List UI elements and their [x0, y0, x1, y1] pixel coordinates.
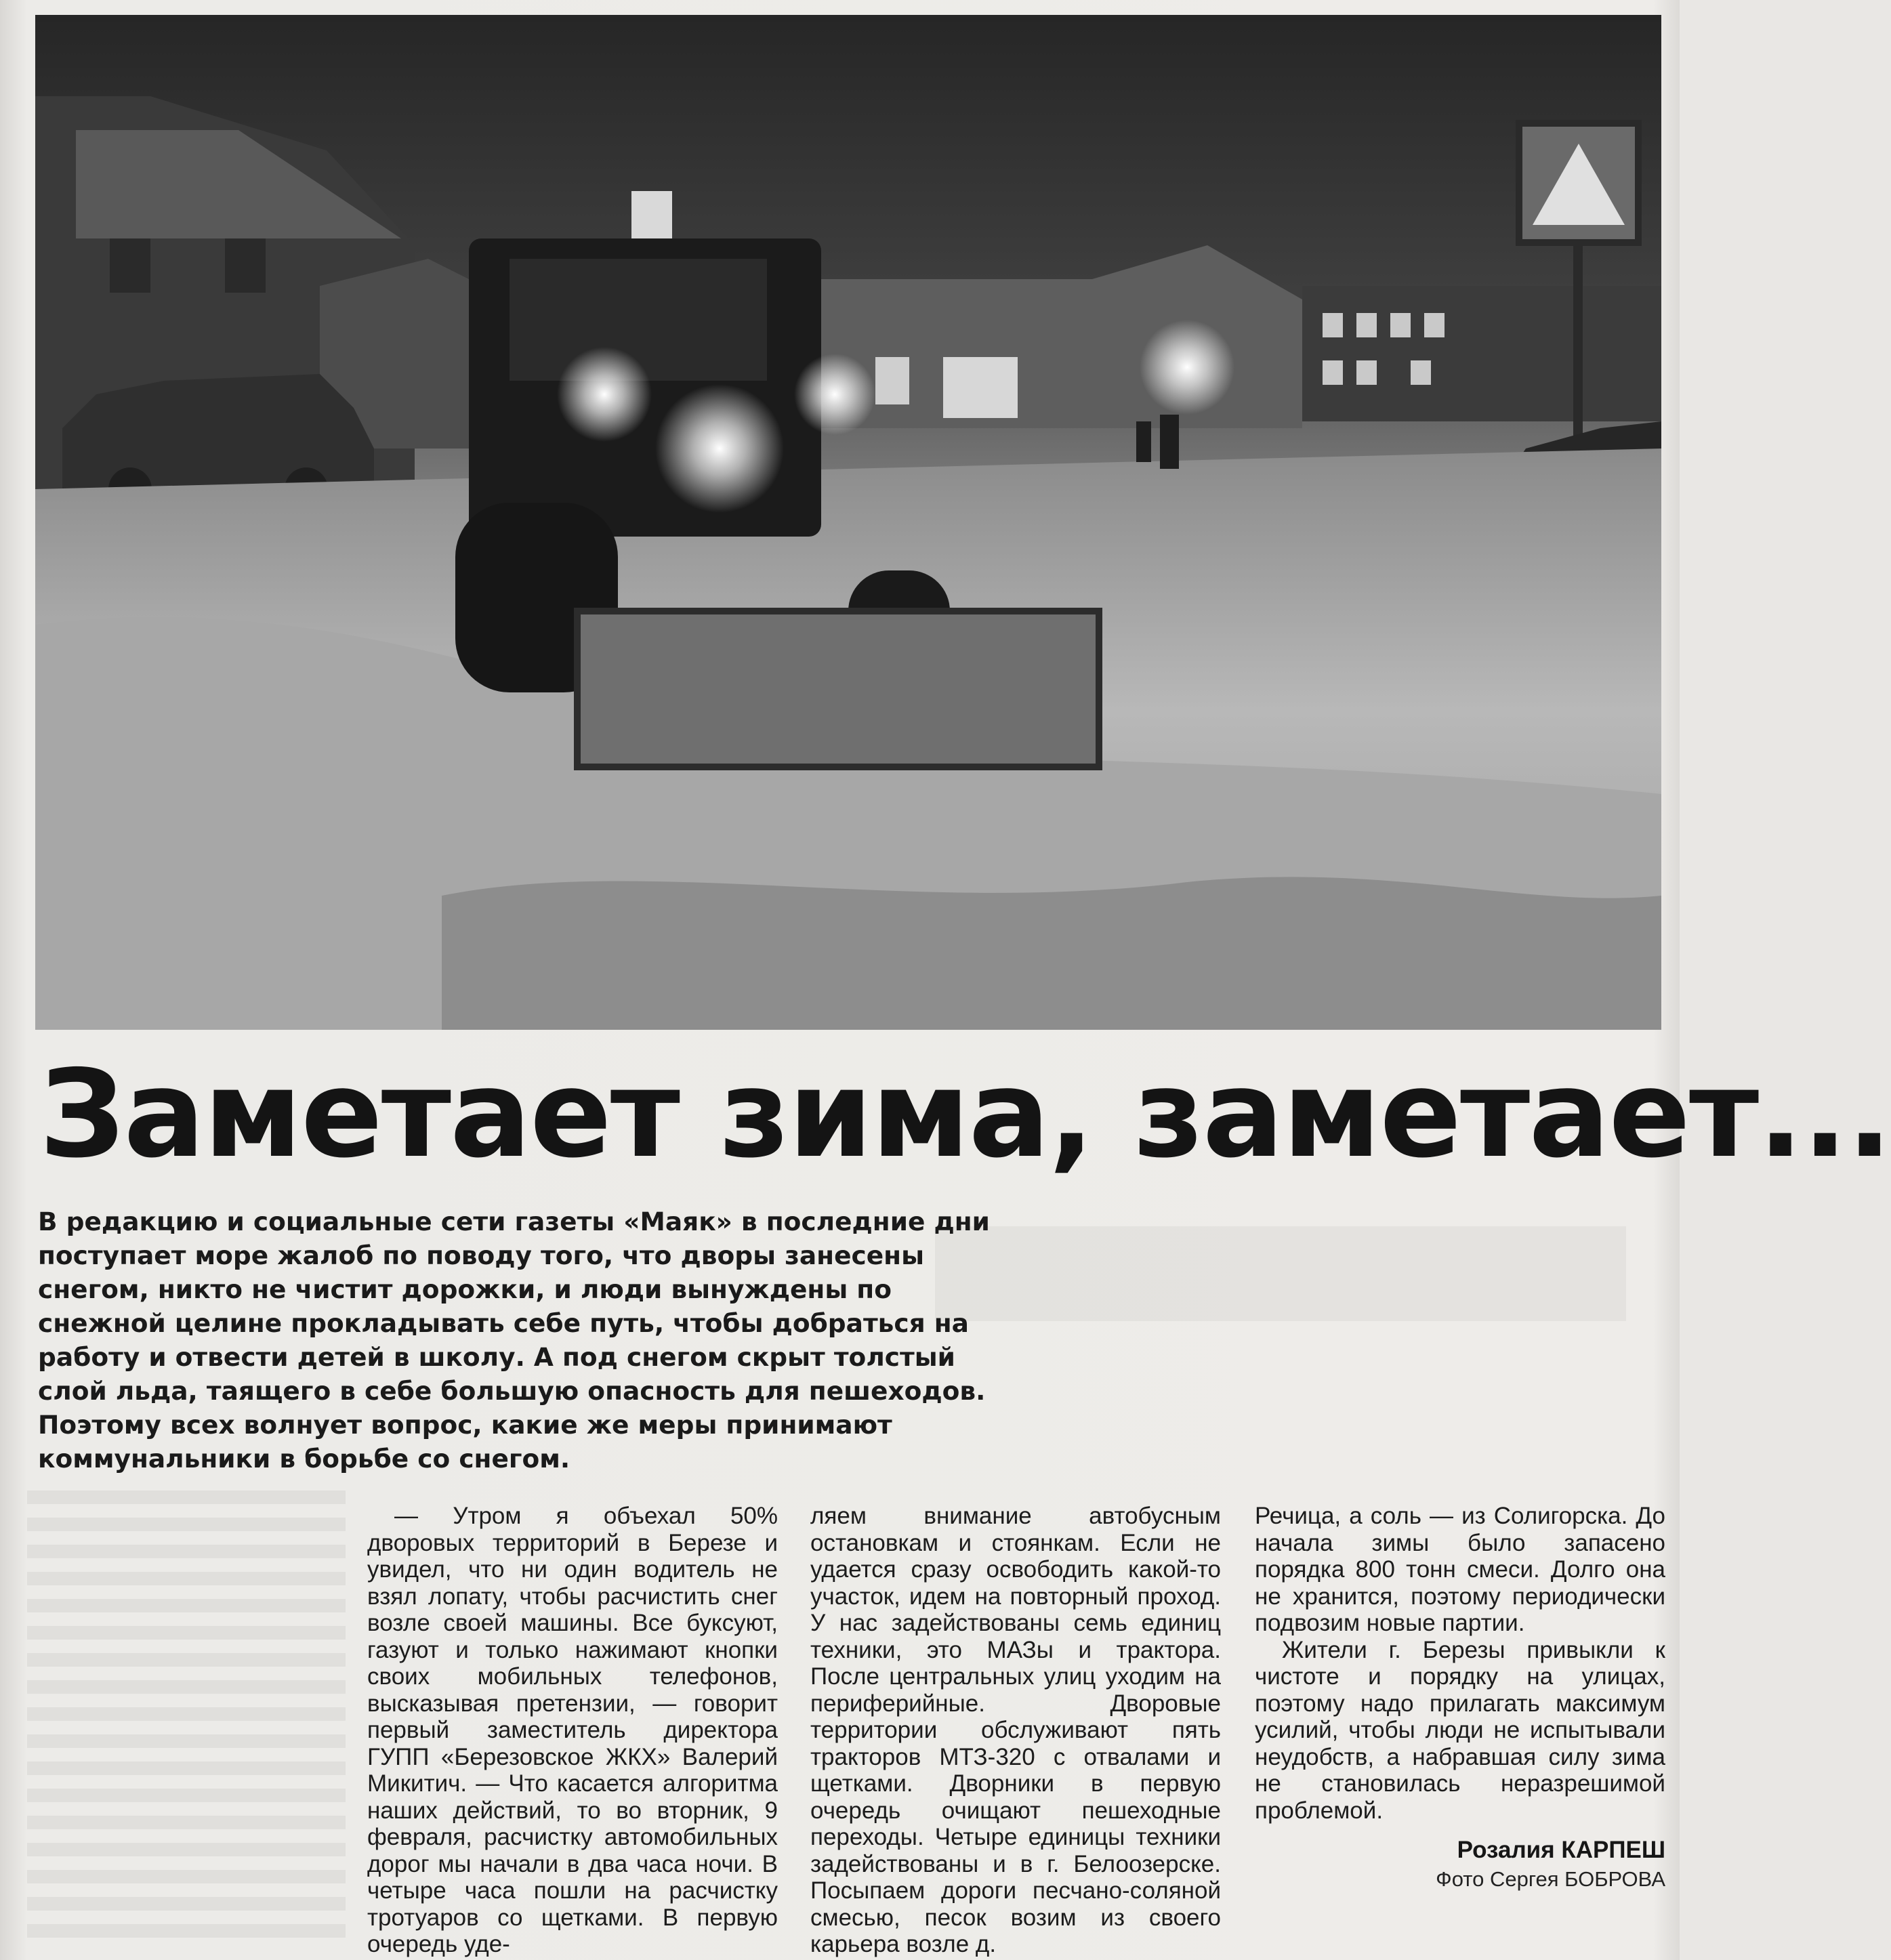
paragraph: Жители г. Березы привыкли к чистоте и порядку на улицах, поэтому надо прилагать максимум усилий, чтобы люди не испытывали неудобств, а набравшая силу зима не становилась неразрешимой проблемой.: [1255, 1636, 1665, 1824]
article-column-3: [1255, 1503, 1665, 1824]
paragraph: — Утром я объехал 50% дворовых территорий в Березе и увидел, что ни один водитель не взял лопату, чтобы расчистить снег возле своей машины. Все буксуют, газуют и только нажимают кнопки своих мобильных телефонов, высказывая претензии, — говорит первый заместитель директора ГУПП «Березовское ЖКХ» Валерий Микитич. — Что касается алгоритма наших действий, то во вторник, 9 февраля, расчистку автомобильных дорог мы начали в два часа ночи. В четыре часа пошли на расчистку тротуаров со щетками. В первую очередь уде-: [367, 1503, 778, 1957]
article-headline: Заметает зима, заметает...: [39, 1044, 1891, 1184]
bleed-through-banner: [935, 1226, 1626, 1321]
article-column-1: [367, 1503, 778, 1958]
paragraph: ляем внимание автобусным остановкам и стоянкам. Если не удается сразу освободить какой-то участок, идем на повторный проход. У нас задействованы семь единиц техники, это МАЗы и трактора. После центральных улиц уходим на периферийные. Дворовые территории обслуживают пять тракторов МТЗ-320 с отвалами и щетками. Дворники в первую очередь очищают пешеходные переходы. Четыре единицы техники задействованы и в г. Белоозерске. Посыпаем дороги песчано-соляной смесью, песок возим из своего карьера возле д.: [810, 1503, 1221, 1957]
article-column-2: [810, 1503, 1221, 1958]
paragraph: Речица, а соль — из Солигорска. До начала зимы было запасено порядка 800 тонн смеси. Долго она не хранится, поэтому периодически подвозим новые партии.: [1255, 1503, 1665, 1636]
snowplow-tractor-photo: [35, 15, 1661, 1030]
author-byline: Розалия КАРПЕШ: [1457, 1837, 1665, 1863]
photo-illustration: [35, 15, 1661, 1030]
article-lead: В редакцию и социальные сети газеты «Маяк» в последние дни поступает море жалоб по поводу того, что дворы занесены снегом, никто не чистит дорожки, и люди вынуждены по снежной целине прокладывать себе путь, чтобы добраться на работу и отвести детей в школу. А под снегом скрыт толстый слой льда, таящего в себе большую опасность для пешеходов. Поэтому всех волнует вопрос, какие же меры принимают коммунальники в борьбе со снегом.: [38, 1207, 990, 1474]
photo-credit: Фото Сергея БОБРОВА: [1436, 1867, 1665, 1891]
bleed-through-text: [27, 1490, 346, 1951]
